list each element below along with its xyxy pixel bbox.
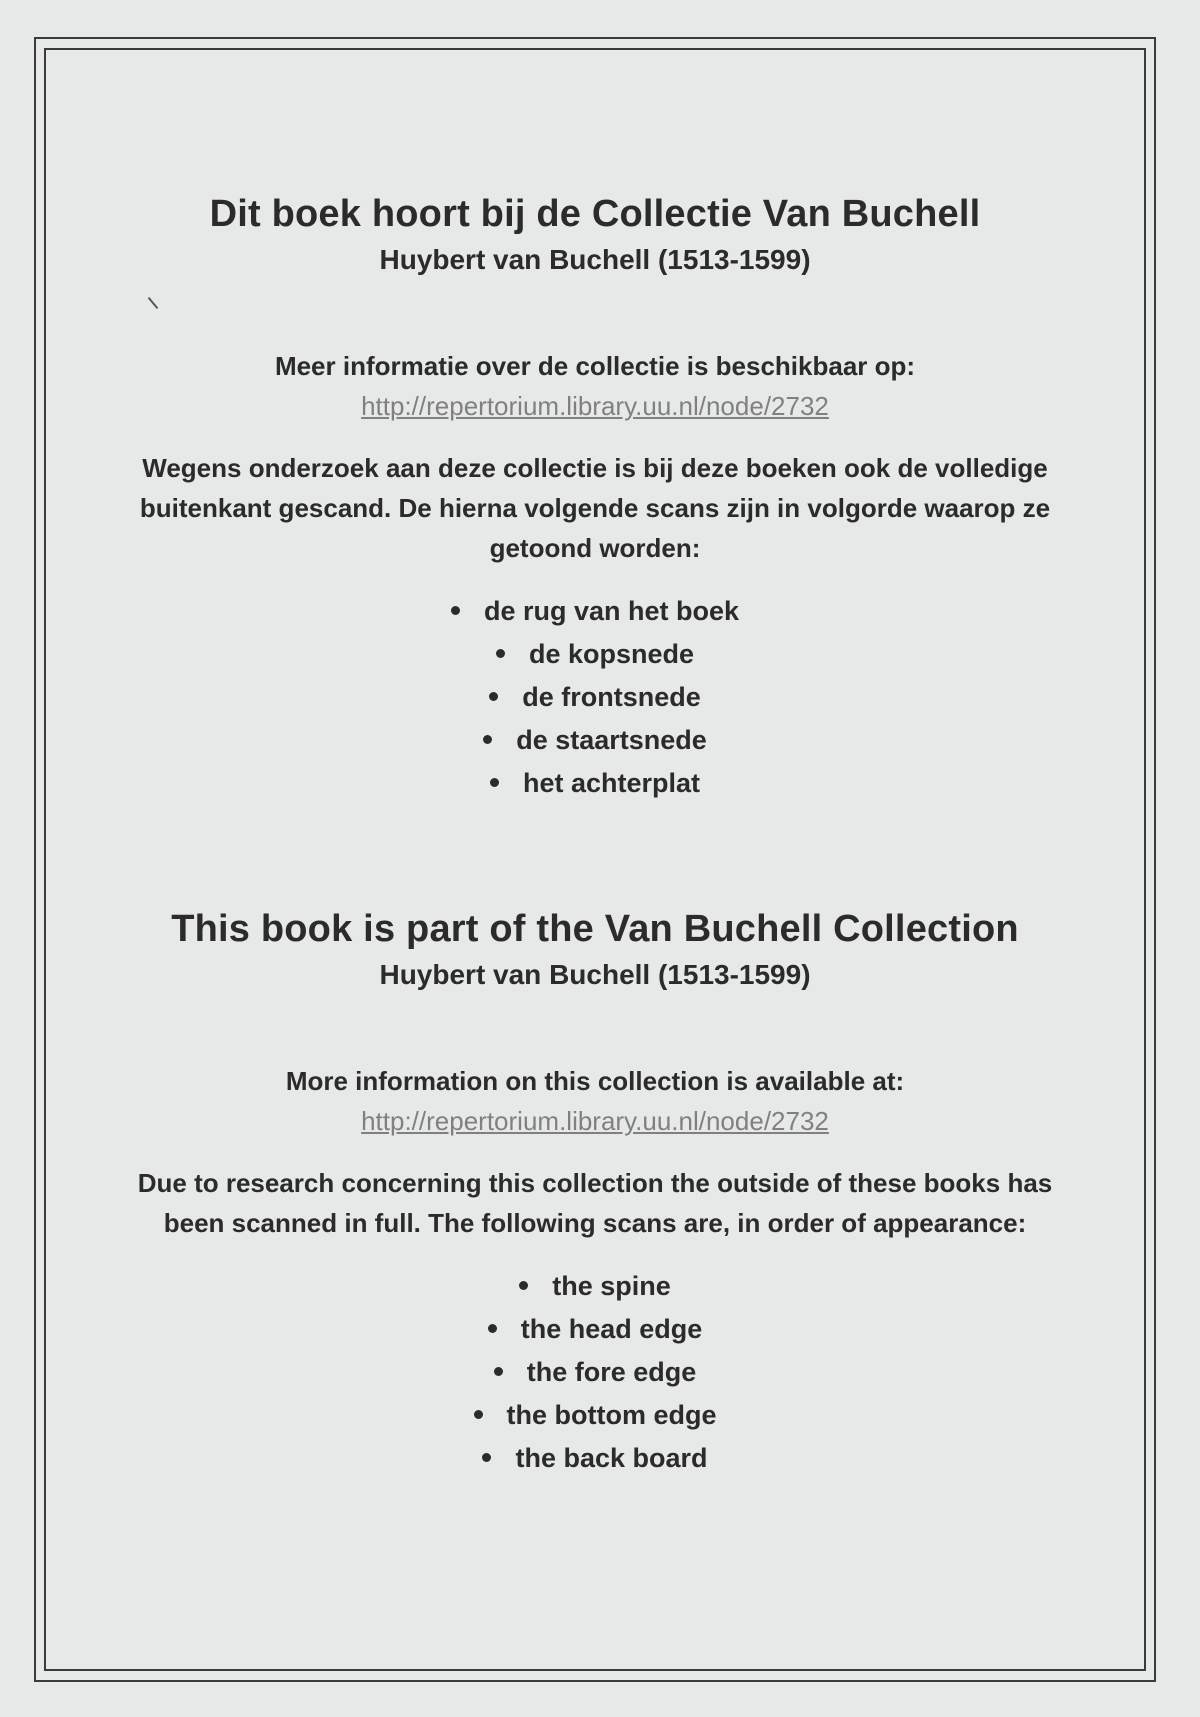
bullet-icon bbox=[482, 1453, 491, 1462]
list-item: de rug van het boek bbox=[44, 590, 1146, 633]
list-item: de kopsnede bbox=[44, 633, 1146, 676]
english-body-text: Due to research concerning this collection the outside of these books has been scanned in full. The following scans are, in order of appearance: bbox=[137, 1168, 1053, 1238]
list-item: de frontsnede bbox=[44, 676, 1146, 719]
dutch-title: Dit boek hoort bij de Collectie Van Buchell bbox=[209, 193, 981, 235]
dutch-scan-list bbox=[44, 590, 1146, 805]
list-item: de staartsnede bbox=[44, 719, 1146, 762]
list-item: the bottom edge bbox=[44, 1394, 1146, 1437]
dutch-section bbox=[44, 188, 1146, 805]
list-item: the head edge bbox=[44, 1308, 1146, 1351]
dutch-info-text: Meer informatie over de collectie is beschikbaar op: bbox=[274, 351, 916, 381]
list-item: the fore edge bbox=[44, 1351, 1146, 1394]
bullet-icon bbox=[451, 606, 460, 615]
bullet-icon bbox=[489, 692, 498, 701]
dutch-body-text: Wegens onderzoek aan deze collectie is bij deze boeken ook de volledige buitenkant gescand. De hierna volgende scans zijn in volgorde waarop ze getoond worden: bbox=[139, 453, 1051, 563]
english-info-text: More information on this collection is available at: bbox=[285, 1066, 905, 1096]
list-item: the back board bbox=[44, 1437, 1146, 1480]
english-collection-link[interactable]: http://repertorium.library.uu.nl/node/2732 bbox=[361, 1106, 829, 1136]
bullet-icon bbox=[494, 1367, 503, 1376]
english-subtitle: Huybert van Buchell (1513-1599) bbox=[379, 959, 811, 990]
list-item: het achterplat bbox=[44, 762, 1146, 805]
dutch-collection-link[interactable]: http://repertorium.library.uu.nl/node/2732 bbox=[361, 391, 829, 421]
english-scan-list bbox=[44, 1265, 1146, 1480]
document-body bbox=[44, 48, 1146, 1671]
list-item: the spine bbox=[44, 1265, 1146, 1308]
bullet-icon bbox=[483, 735, 492, 744]
bullet-icon bbox=[496, 649, 505, 658]
english-section bbox=[44, 903, 1146, 1480]
bullet-icon bbox=[488, 1324, 497, 1333]
bullet-icon bbox=[474, 1410, 483, 1419]
dutch-subtitle: Huybert van Buchell (1513-1599) bbox=[379, 244, 811, 275]
english-title: This book is part of the Van Buchell Collection bbox=[171, 908, 1019, 950]
bullet-icon bbox=[490, 778, 499, 787]
bullet-icon bbox=[519, 1281, 528, 1290]
